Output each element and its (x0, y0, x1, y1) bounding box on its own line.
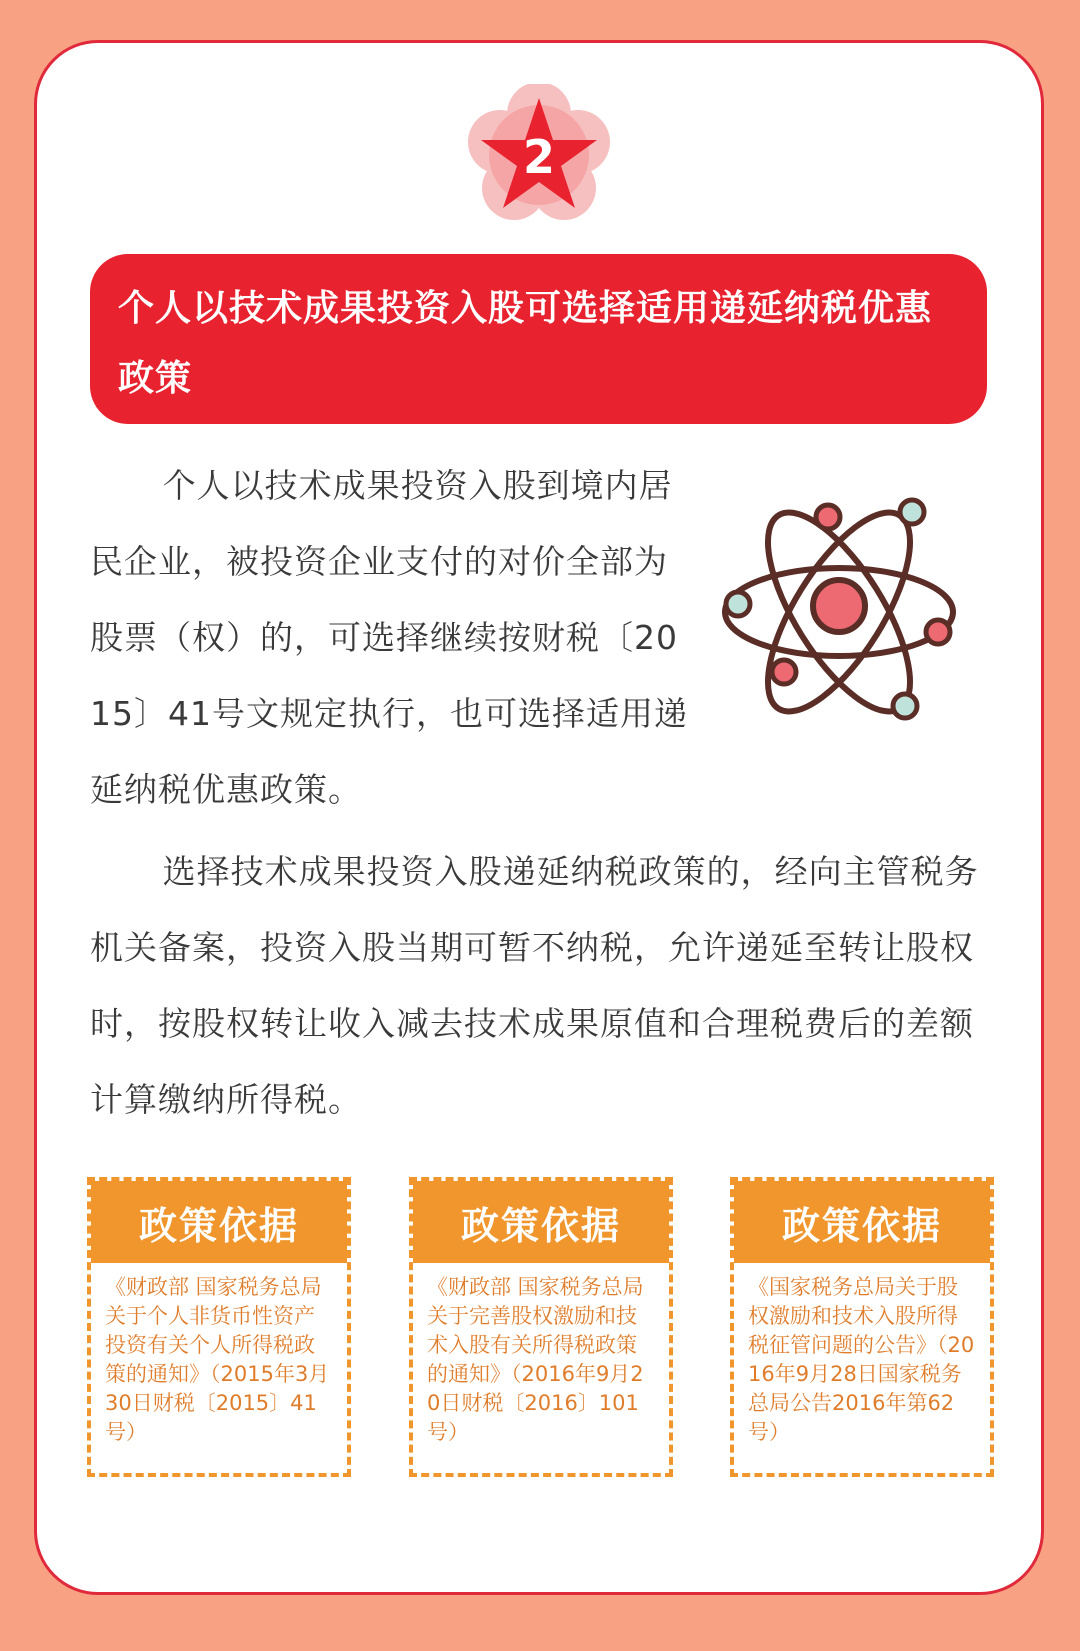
paragraph-detail: 选择技术成果投资入股递延纳税政策的，经向主管税务机关备案，投资入股当期可暂不纳税，允许递延至转让股权时，按股权转让收入减去技术成果原值和合理税费后的差额计算缴纳所得税。 (90, 852, 979, 1119)
page-title: 个人以技术成果投资入股可选择适用递延纳税优惠政策 (118, 288, 933, 399)
atom-illustration (716, 492, 962, 732)
title-banner (90, 254, 987, 424)
policy-text: 《财政部 国家税务总局关于完善股权激励和技术入股有关所得税政策的通知》（2016年9月20日财税〔2016〕101号） (427, 1275, 644, 1444)
policy-text: 《财政部 国家税务总局关于个人非货币性资产投资有关个人所得税政策的通知》（2015年3月30日财税〔2015〕41号） (105, 1275, 330, 1444)
policy-heading: 政策依据 (91, 1181, 347, 1263)
number-badge (468, 84, 610, 226)
policy-heading: 政策依据 (413, 1181, 669, 1263)
policy-box-2 (409, 1177, 673, 1477)
atom-icon (716, 492, 962, 732)
policy-heading: 政策依据 (734, 1181, 990, 1263)
paragraph-intro: 个人以技术成果投资入股到境内居民企业，被投资企业支付的对价全部为股票（权）的，可选择继续按财税〔2015〕41号文规定执行，也可选择适用递延纳税优惠政策。 (90, 466, 688, 809)
policy-box-3 (730, 1177, 994, 1477)
badge-number: 2 (522, 130, 555, 184)
policy-text: 《国家税务总局关于股权激励和技术入股所得税征管问题的公告》（2016年9月28日国家税务总局公告2016年第62号） (748, 1275, 975, 1444)
policy-box-1 (87, 1177, 351, 1477)
